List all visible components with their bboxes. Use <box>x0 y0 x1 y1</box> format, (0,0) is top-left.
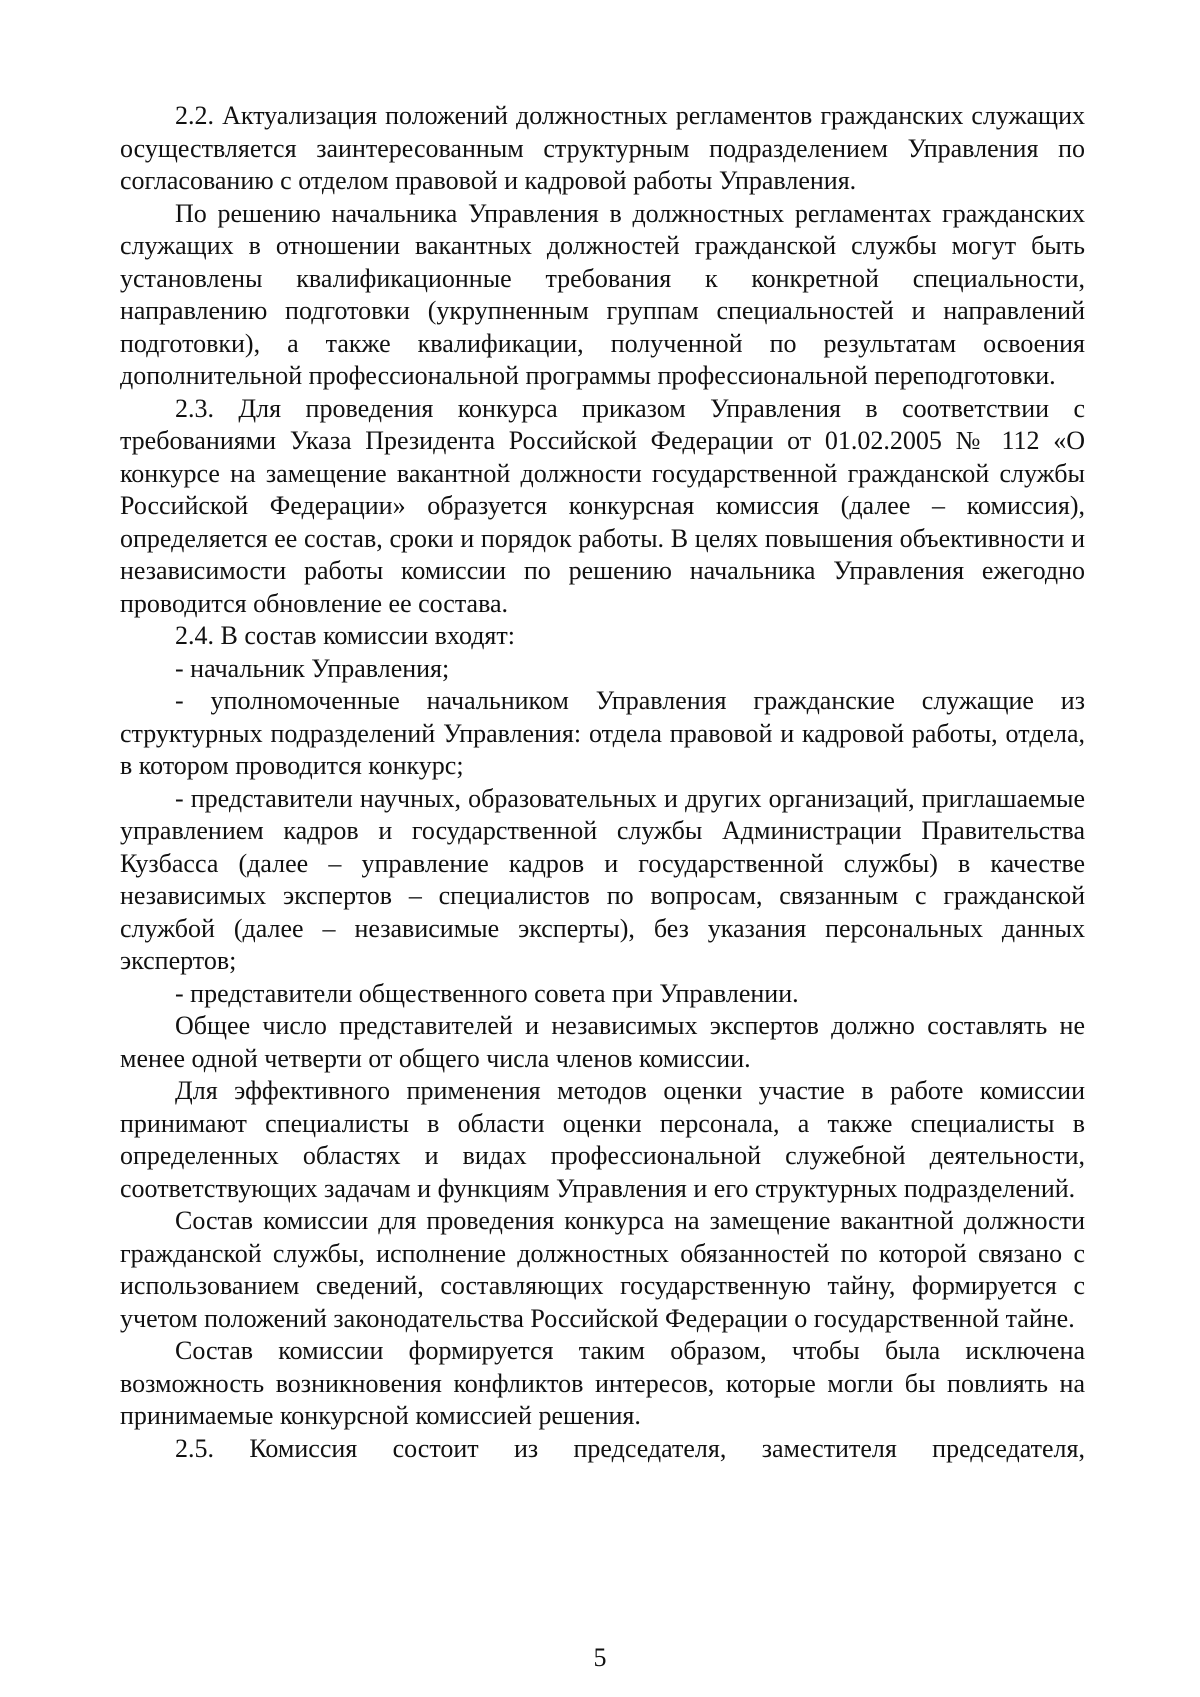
paragraph-2-4: 2.4. В состав комиссии входят: <box>175 621 515 650</box>
list-item-head-of-department: - начальник Управления; <box>175 653 450 683</box>
paragraph-assessment-specialists: Для эффективного применения методов оценки участие в работе комиссии принимают специалисты в области оценки персонала, а также специалисты в определенных областях и видах профессиональной служебной деятельности, соответствующих задачам и функциям Управления и его структурных подразделений. <box>120 1076 1085 1203</box>
paragraph-qualification-requirements: По решению начальника Управления в должностных регламентах гражданских служащих в отношении вакантных должностей гражданской службы могут быть установлены квалификационные требования к конкретной специальности, направлению подготовки (укрупненным группам специальностей и направлений подготовки), а также квалификации, полученной по результатам освоения дополнительной профессиональной программы профессиональной переподготовки. <box>120 198 1085 390</box>
paragraph-state-secret: Состав комиссии для проведения конкурса на замещение вакантной должности гражданской службы, исполнение должностных обязанностей по которой связано с использованием сведений, составляющих государственную тайну, формируется с учетом положений законодательства Российской Федерации о государственной тайне. <box>120 1206 1085 1333</box>
paragraph-2-5: 2.5. Комиссия состоит из председателя, заместителя председателя, <box>175 1433 1085 1463</box>
paragraph-2-2: 2.2. Актуализация положений должностных регламентов гражданских служащих осуществляется заинтересованным структурным подразделением Управления по согласованию с отделом правовой и кадровой работы Управления. <box>120 101 1085 195</box>
paragraph-quarter-requirement: Общее число представителей и независимых экспертов должно составлять не менее одной четверти от общего числа членов комиссии. <box>120 1011 1085 1073</box>
document-body <box>120 100 1085 1465</box>
list-item-independent-experts: - представители научных, образовательных и других организаций, приглашаемые управлением кадров и государственной службы Администрации Правительства Кузбасса (далее – управление кадров и государственной службы) в качестве независимых экспертов – специалистов по вопросам, связанным с гражданской службой (далее – независимые эксперты), без указания персональных данных экспертов; <box>120 783 1085 975</box>
paragraph-2-3: 2.3. Для проведения конкурса приказом Управления в соответствии с требованиями Указа Президента Российской Федерации от 01.02.2005 № 112 «О конкурсе на замещение вакантной должности государственной гражданской службы Российской Федерации» образуется конкурсная комиссия (далее – комиссия), определяется ее состав, сроки и порядок работы. В целях повышения объективности и независимости работы комиссии по решению начальника Управления ежегодно проводится обновление ее состава. <box>120 393 1085 618</box>
page-number: 5 <box>593 1643 607 1672</box>
paragraph-conflict-of-interest: Состав комиссии формируется таким образом, чтобы была исключена возможность возникновения конфликтов интересов, которые могли бы повлиять на принимаемые конкурсной комиссией решения. <box>120 1336 1085 1430</box>
list-item-authorized-servants: - уполномоченные начальником Управления гражданские служащие из структурных подразделений Управления: отдела правовой и кадровой работы, отдела, в котором проводится конкурс; <box>120 686 1085 780</box>
list-item-public-council: - представители общественного совета при Управлении. <box>175 978 799 1008</box>
